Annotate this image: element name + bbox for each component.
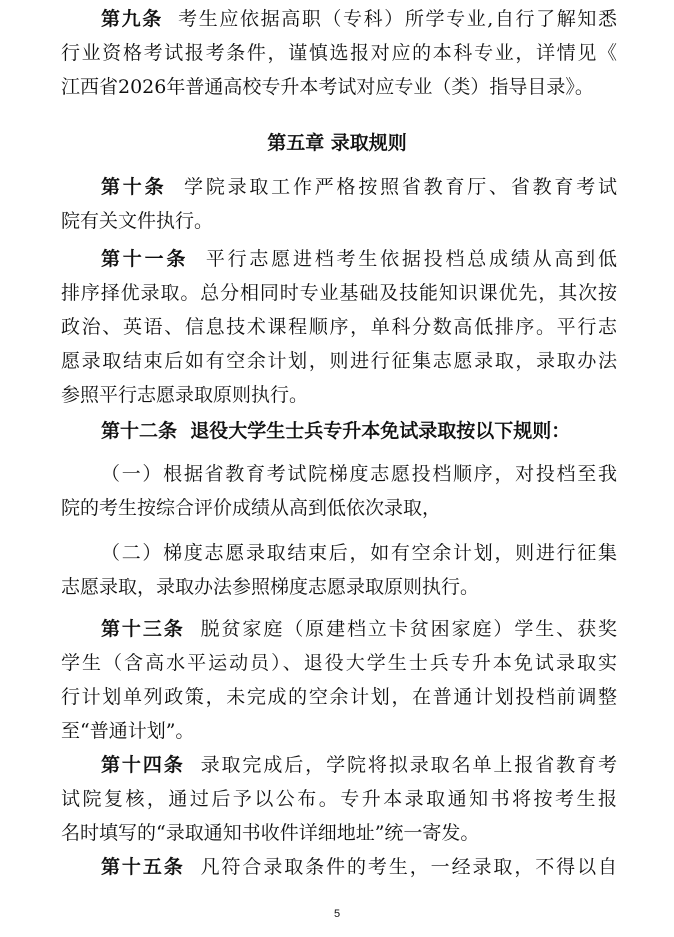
article-12-text-1: 退役大学生士兵专升本免试录取按以下规则： — [190, 420, 571, 442]
article-10-text-1: 学院录取工作严格按照省教育厅、省教育考试 — [184, 176, 617, 198]
article-13-line-4: 至“普通计划”。 — [61, 720, 195, 742]
article-13-line-3: 行计划单列政策，未完成的空余计划，在普通计划投档前调整 — [61, 686, 617, 708]
article-10-line-1 — [101, 170, 617, 204]
article-15-label: 第十五条 — [101, 856, 185, 878]
article-9-line-3: 江西省2026年普通高校专升本考试对应专业（类）指导目录》。 — [61, 76, 594, 98]
article-10-label: 第十条 — [101, 176, 167, 198]
article-13-label: 第十三条 — [101, 618, 185, 640]
article-14-line-2: 试院复核，通过后予以公布。专升本录取通知书将按考生报 — [61, 788, 617, 810]
article-14-line-1 — [101, 748, 617, 782]
article-12-item-1-number: （一） — [101, 463, 164, 485]
article-15-line-1 — [101, 850, 617, 884]
article-12-line-1 — [101, 414, 617, 448]
article-15-text-1: 凡符合录取条件的考生，一经录取，不得以自 — [200, 856, 617, 878]
article-12-item-2-line-1 — [101, 536, 617, 570]
article-14-line-3: 名时填写的“录取通知书收件详细地址”统一寄发。 — [61, 822, 480, 844]
article-13-text-1: 脱贫家庭（原建档立卡贫困家庭）学生、获奖 — [200, 618, 617, 640]
article-11-line-4: 愿录取结束后如有空余计划，则进行征集志愿录取，录取办法 — [61, 350, 617, 372]
article-9-line-1 — [101, 2, 617, 36]
article-13-line-2: 学生（含高水平运动员）、退役大学生士兵专升本免试录取实 — [61, 652, 617, 674]
article-11-line-5: 参照平行志愿录取原则执行。 — [61, 384, 309, 406]
article-9-label: 第九条 — [101, 8, 163, 30]
article-10-line-2: 院有关文件执行。 — [61, 210, 214, 232]
article-12-item-2-line-2: 志愿录取，录取办法参照梯度志愿录取原则执行。 — [61, 576, 480, 598]
article-11-label: 第十一条 — [101, 248, 189, 270]
article-12-item-1-line-2: 院的考生按综合评价成绩从高到低依次录取， — [61, 497, 442, 519]
article-9-text-1: 考生应依据高职（专科）所学专业,自行了解知悉 — [178, 8, 617, 30]
article-9-line-2: 行业资格考试报考条件，谨慎选报对应的本科专业，详情见《 — [61, 42, 617, 64]
article-12-item-1-line-1 — [101, 457, 617, 491]
article-11-line-2: 排序择优录取。总分相同时专业基础及技能知识课优先，其次按 — [61, 282, 617, 304]
article-13-line-1 — [101, 612, 617, 646]
page-number: 5 — [333, 908, 341, 920]
article-12-item-2-text-1: 梯度志愿录取结束后，如有空余计划，则进行征集 — [163, 542, 617, 564]
article-14-text-1: 录取完成后，学院将拟录取名单上报省教育考 — [200, 754, 617, 776]
article-12-item-2-number: （二） — [101, 542, 164, 564]
article-14-label: 第十四条 — [101, 754, 185, 776]
article-12-item-1-text-1: 根据省教育考试院梯度志愿投档顺序，对投档至我 — [163, 463, 617, 485]
article-11-line-3: 政治、英语、信息技术课程顺序，单科分数高低排序。平行志 — [61, 316, 617, 338]
article-11-text-1: 平行志愿进档考生依据投档总成绩从高到低 — [205, 248, 617, 270]
article-12-label: 第十二条 — [101, 420, 178, 442]
article-11-line-1 — [101, 242, 617, 276]
chapter-title: 第五章 录取规则 — [267, 132, 407, 154]
